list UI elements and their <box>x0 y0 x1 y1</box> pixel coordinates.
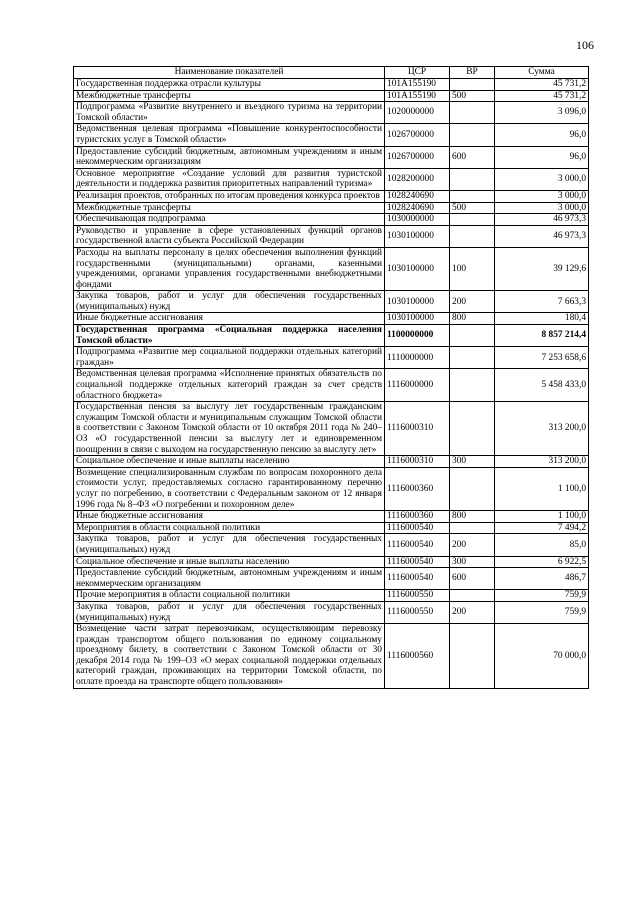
cell-csr: 1030000000 <box>385 214 450 226</box>
cell-sum: 85,0 <box>495 534 589 556</box>
cell-name: Подпрограмма «Развитие внутреннего и въездного туризма на территории Томской области» <box>74 102 385 124</box>
table-row <box>74 534 589 556</box>
cell-name: Ведомственная целевая программа «Повышение конкурентоспособности туристских услуг в Томской области» <box>74 124 385 146</box>
cell-sum: 759,9 <box>495 590 589 602</box>
table-row <box>74 456 589 468</box>
cell-sum: 1 100,0 <box>495 467 589 510</box>
cell-csr: 1026700000 <box>385 124 450 146</box>
cell-csr: 1116000540 <box>385 556 450 568</box>
table-row <box>74 313 589 325</box>
cell-sum: 486,7 <box>495 568 589 590</box>
table-row <box>74 190 589 202</box>
cell-csr: 1030100000 <box>385 291 450 313</box>
cell-vr: 100 <box>450 247 495 290</box>
cell-csr: 1116000000 <box>385 369 450 402</box>
table-row <box>74 467 589 510</box>
cell-name: Государственная поддержка отрасли культуры <box>74 79 385 91</box>
cell-vr <box>450 369 495 402</box>
cell-name: Межбюджетные трансферты <box>74 90 385 102</box>
page-number: 106 <box>576 38 594 52</box>
cell-sum: 1 100,0 <box>495 511 589 523</box>
cell-csr: 101A155190 <box>385 79 450 91</box>
cell-vr <box>450 590 495 602</box>
cell-name: Расходы на выплаты персоналу в целях обеспечения выполнения функций государственными (муниципальными) органами, казенными учреждениями, органами управления государственными внебюджетными фондами <box>74 247 385 290</box>
cell-sum: 6 922,5 <box>495 556 589 568</box>
table-row <box>74 590 589 602</box>
table-row <box>74 522 589 534</box>
cell-sum: 46 973,3 <box>495 225 589 247</box>
cell-csr: 1116000310 <box>385 456 450 468</box>
cell-name: Возмещение части затрат перевозчикам, осуществляющим перевозку граждан транспортом общего пользования по единому социальному проездному билету, в соответствии с Законом Томской области от 30 декабря 2014 года № 199–ОЗ «О мерах социальной поддержки отдельных категорий граждан, проживающих на территории Томской области, по оплате проезда на транспорте общего пользования» <box>74 624 385 689</box>
cell-name: Подпрограмма «Развитие мер социальной поддержки отдельных категорий граждан» <box>74 347 385 369</box>
cell-sum: 96,0 <box>495 146 589 168</box>
table-row <box>74 291 589 313</box>
cell-name: Основное мероприятие «Создание условий для развития туристской деятельности и поддержка развития приоритетных направлений туризма» <box>74 168 385 190</box>
cell-sum: 46 973,3 <box>495 214 589 226</box>
cell-vr <box>450 102 495 124</box>
cell-sum: 70 000,0 <box>495 624 589 689</box>
budget-table <box>73 66 589 689</box>
cell-vr: 200 <box>450 291 495 313</box>
cell-csr: 1110000000 <box>385 347 450 369</box>
cell-vr <box>450 190 495 202</box>
table-header <box>74 67 589 79</box>
cell-vr <box>450 522 495 534</box>
cell-sum: 7 494,2 <box>495 522 589 534</box>
cell-vr <box>450 325 495 347</box>
cell-name: Мероприятия в области социальной политики <box>74 522 385 534</box>
cell-name: Прочие мероприятия в области социальной политики <box>74 590 385 602</box>
cell-csr: 1116000360 <box>385 467 450 510</box>
cell-csr: 1028240690 <box>385 190 450 202</box>
cell-sum: 313 200,0 <box>495 402 589 456</box>
table-row <box>74 601 589 623</box>
cell-vr <box>450 168 495 190</box>
cell-csr: 1116000560 <box>385 624 450 689</box>
cell-name: Закупка товаров, работ и услуг для обеспечения государственных (муниципальных) нужд <box>74 601 385 623</box>
cell-csr: 1116000540 <box>385 534 450 556</box>
cell-name: Руководство и управление в сфере установленных функций органов государственной власти субъекта Российской Федерации <box>74 225 385 247</box>
cell-name: Иные бюджетные ассигнования <box>74 313 385 325</box>
cell-name: Иные бюджетные ассигнования <box>74 511 385 523</box>
cell-name: Закупка товаров, работ и услуг для обеспечения государственных (муниципальных) нужд <box>74 534 385 556</box>
cell-vr: 600 <box>450 568 495 590</box>
table-row <box>74 325 589 347</box>
cell-vr <box>450 347 495 369</box>
table-row <box>74 369 589 402</box>
cell-csr: 1030100000 <box>385 247 450 290</box>
cell-name: Социальное обеспечение и иные выплаты населению <box>74 456 385 468</box>
cell-sum: 313 200,0 <box>495 456 589 468</box>
cell-csr: 1116000550 <box>385 590 450 602</box>
cell-csr: 1028200000 <box>385 168 450 190</box>
cell-name: Государственная программа «Социальная поддержка населения Томской области» <box>74 325 385 347</box>
cell-vr <box>450 214 495 226</box>
cell-vr: 300 <box>450 456 495 468</box>
table-row <box>74 90 589 102</box>
table-row <box>74 556 589 568</box>
cell-name: Реализация проектов, отобранных по итогам проведения конкурса проектов <box>74 190 385 202</box>
table-row <box>74 102 589 124</box>
cell-name: Обеспечивающая подпрограмма <box>74 214 385 226</box>
cell-sum: 39 129,6 <box>495 247 589 290</box>
cell-csr: 1116000540 <box>385 568 450 590</box>
table-row <box>74 402 589 456</box>
cell-sum: 45 731,2 <box>495 90 589 102</box>
cell-sum: 8 857 214,4 <box>495 325 589 347</box>
table-row <box>74 202 589 214</box>
cell-vr: 200 <box>450 601 495 623</box>
table-row <box>74 79 589 91</box>
cell-name: Государственная пенсия за выслугу лет государственным гражданским служащим Томской области и муниципальным служащим Томской области в соответствии с Законом Томской области от 10 октября 2011 года № 240–ОЗ «О государственной пенсии за выслугу лет и единовременном поощрении в связи с выходом на государственную пенсию за выслугу лет» <box>74 402 385 456</box>
header-vr: ВР <box>450 67 495 79</box>
cell-csr: 1116000360 <box>385 511 450 523</box>
cell-sum: 7 663,3 <box>495 291 589 313</box>
table-row <box>74 511 589 523</box>
table-row <box>74 568 589 590</box>
cell-sum: 3 096,0 <box>495 102 589 124</box>
cell-vr <box>450 124 495 146</box>
cell-name: Социальное обеспечение и иные выплаты населению <box>74 556 385 568</box>
cell-sum: 7 253 658,6 <box>495 347 589 369</box>
header-sum: Сумма <box>495 67 589 79</box>
cell-csr: 1030100000 <box>385 225 450 247</box>
cell-csr: 1020000000 <box>385 102 450 124</box>
cell-name: Закупка товаров, работ и услуг для обеспечения государственных (муниципальных) нужд <box>74 291 385 313</box>
cell-vr: 500 <box>450 202 495 214</box>
cell-sum: 96,0 <box>495 124 589 146</box>
table-row <box>74 214 589 226</box>
cell-csr: 1100000000 <box>385 325 450 347</box>
table-row <box>74 624 589 689</box>
cell-vr: 600 <box>450 146 495 168</box>
header-name: Наименование показателей <box>74 67 385 79</box>
cell-vr: 800 <box>450 313 495 325</box>
table-row <box>74 146 589 168</box>
cell-sum: 3 000,0 <box>495 202 589 214</box>
cell-name: Межбюджетные трансферты <box>74 202 385 214</box>
cell-name: Ведомственная целевая программа «Исполнение принятых обязательств по социальной поддержке отдельных категорий граждан за счет средств областного бюджета» <box>74 369 385 402</box>
cell-vr: 800 <box>450 511 495 523</box>
cell-sum: 180,4 <box>495 313 589 325</box>
cell-csr: 101A155190 <box>385 90 450 102</box>
cell-sum: 3 000,0 <box>495 190 589 202</box>
table-row <box>74 247 589 290</box>
table-row <box>74 347 589 369</box>
cell-name: Предоставление субсидий бюджетным, автономным учреждениям и иным некоммерческим организациям <box>74 146 385 168</box>
cell-name: Возмещение специализированным службам по вопросам похоронного дела стоимости услуг, предоставляемых согласно гарантированному перечню услуг по погребению, в соответствии с Федеральным законом от 12 января 1996 года № 8–ФЗ «О погребении и похоронном деле» <box>74 467 385 510</box>
cell-sum: 45 731,2 <box>495 79 589 91</box>
cell-csr: 1030100000 <box>385 313 450 325</box>
cell-vr: 200 <box>450 534 495 556</box>
cell-sum: 3 000,0 <box>495 168 589 190</box>
cell-vr <box>450 402 495 456</box>
cell-vr: 500 <box>450 90 495 102</box>
cell-csr: 1116000540 <box>385 522 450 534</box>
cell-csr: 1116000550 <box>385 601 450 623</box>
cell-csr: 1026700000 <box>385 146 450 168</box>
cell-vr <box>450 79 495 91</box>
cell-vr: 300 <box>450 556 495 568</box>
table-row <box>74 225 589 247</box>
cell-csr: 1116000310 <box>385 402 450 456</box>
cell-sum: 759,9 <box>495 601 589 623</box>
cell-csr: 1028240690 <box>385 202 450 214</box>
table-row <box>74 168 589 190</box>
cell-vr <box>450 624 495 689</box>
table-body <box>74 79 589 689</box>
cell-sum: 5 458 433,0 <box>495 369 589 402</box>
cell-vr <box>450 225 495 247</box>
header-csr: ЦСР <box>385 67 450 79</box>
table-row <box>74 124 589 146</box>
cell-name: Предоставление субсидий бюджетным, автономным учреждениям и иным некоммерческим организациям <box>74 568 385 590</box>
cell-vr <box>450 467 495 510</box>
